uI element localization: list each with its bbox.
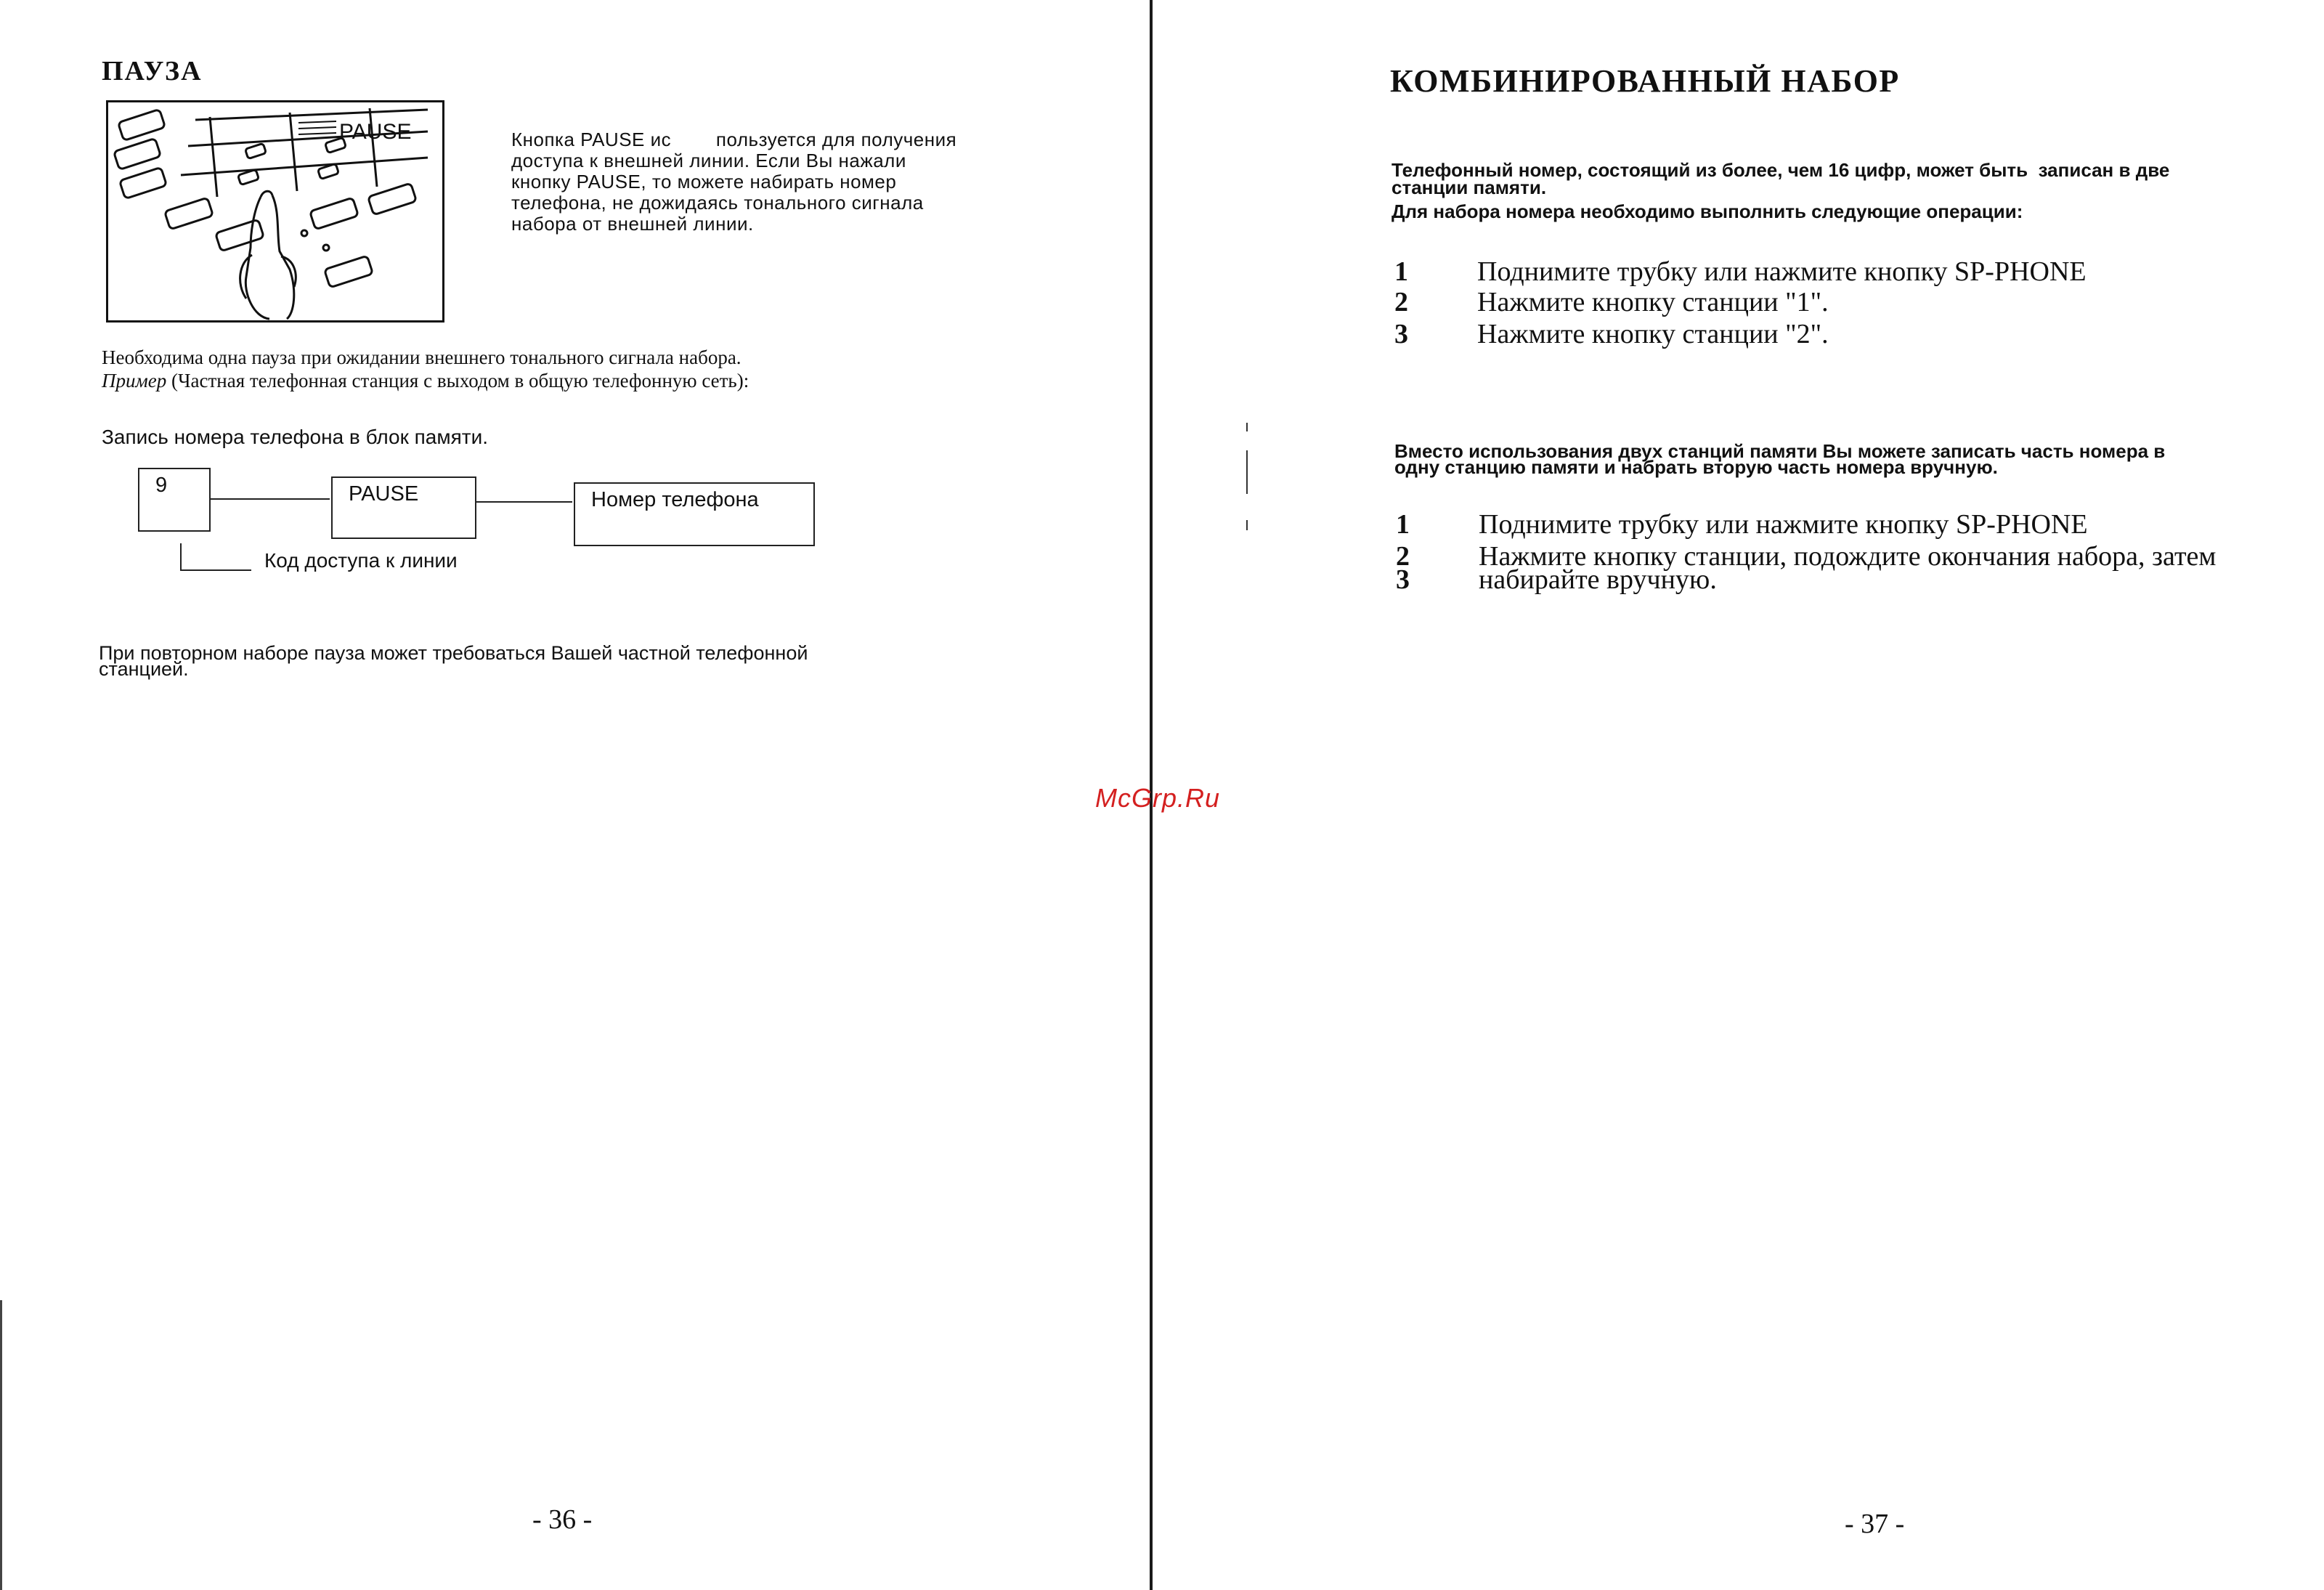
- diagram-box-phone-number: Номер телефона: [574, 482, 815, 546]
- diagram-connector: [475, 501, 572, 503]
- scan-artifact: [1246, 450, 1248, 494]
- page-number-36: - 36 -: [532, 1504, 593, 1535]
- diagram-connector: [209, 498, 330, 500]
- pause-label-text: PAUSE: [339, 120, 412, 144]
- redial-note: При повторном наборе пауза может требоваться Вашей частной телефонной станцией.: [99, 642, 808, 680]
- combined-intro-2: Для набора номера необходимо выполнить следующие операции:: [1391, 200, 2023, 222]
- hand-pressing-pause-icon: [108, 102, 442, 320]
- page-number-37: - 37 -: [1845, 1509, 1905, 1539]
- example-description: (Частная телефонная станция с выходом в общую телефонную сеть):: [166, 370, 749, 392]
- record-label: Запись номера телефона в блок памяти.: [102, 426, 488, 448]
- pause-heading: ПАУЗА: [102, 56, 203, 86]
- access-code-bracket: [180, 543, 251, 571]
- combined-intro: Телефонный номер, состоящий из более, чем 16 цифр, может быть записан в две станции памяти.: [1391, 159, 2170, 198]
- pause-needed-text: Необходима одна пауза при ожидании внешнего тонального сигнала набора.: [102, 346, 742, 368]
- diagram-box-access-code: 9: [138, 468, 211, 532]
- pause-description: Кнопка PAUSE ис пользуется для получения доступа к внешней линии. Если Вы нажали кнопку PAUSE, то можете набирать номер телефона, не дожидаясь тонального сигнала набора от внешней линии.: [511, 129, 957, 235]
- diagram-box-pause: PAUSE: [331, 476, 476, 539]
- scan-artifact: [1246, 423, 1248, 431]
- example-label: Пример: [102, 370, 167, 392]
- scan-artifact: [1246, 520, 1248, 530]
- alternative-intro: Вместо использования двух станций памяти Вы можете записать часть номера в одну станцию памяти и набрать вторую часть номера вручную.: [1394, 440, 2166, 478]
- watermark-link[interactable]: McGrp.Ru: [1095, 783, 1221, 813]
- example-text: [102, 369, 749, 392]
- combined-dialing-heading: КОМБИНИРОВАННЫЙ НАБОР: [1390, 63, 1900, 99]
- page-36: [0, 0, 1147, 1590]
- page-37: КОМБИНИРОВАННЫЙ НАБОР Телефонный номер, состоящий из более, чем 16 цифр, может быть записан в две станции памяти. Для набора номера необходимо выполнить следующие операции: 1 Поднимите трубку или нажмите кнопку SP-PHONE 2 Нажмите кнопку станции "1". 3 Нажмите кнопку станции "2". Вместо использования двух станций памяти Вы можете записать часть номера в одну станцию памяти и набрать вторую часть номера вручную. 1 Поднимите трубку или нажмите кнопку SP-PHONE 2 Нажмите кнопку станции, подождите окончания набора, затем 3 набирайте вручную. - 37 -: [1162, 0, 2324, 1590]
- access-code-label: Код доступа к линии: [264, 549, 458, 572]
- phone-keypad-illustration: [106, 100, 444, 323]
